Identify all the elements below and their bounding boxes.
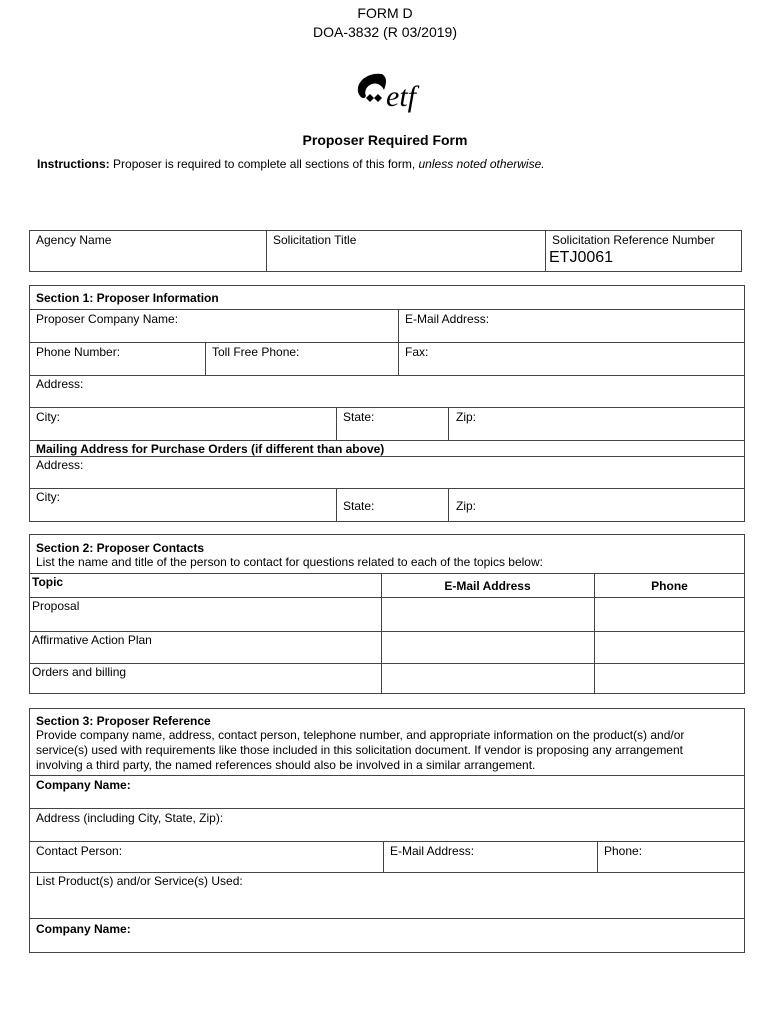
section1-heading: Section 1: Proposer Information [36,291,219,305]
col-phone-header: Phone [651,579,688,593]
instructions-italic: unless noted otherwise. [418,157,545,171]
solicitation-title-label: Solicitation Title [273,233,357,247]
address-label: Address: [36,377,84,391]
agency-name-label: Agency Name [36,233,112,247]
ref-products-label: List Product(s) and/or Service(s) Used: [36,874,243,888]
ref-address-label: Address (including City, State, Zip): [36,811,224,825]
toll-free-phone-label: Toll Free Phone: [212,345,300,359]
city-label: City: [36,410,60,424]
etf-logo [352,68,428,114]
email-address-label: E-Mail Address: [405,312,490,326]
solicitation-ref-value: ETJ0061 [549,249,614,266]
ref-contact-person-label: Contact Person: [36,844,123,858]
ref-company-name-label: Company Name: [36,778,131,792]
ref-company-name-2-label: Company Name: [36,922,131,936]
phone-number-label: Phone Number: [36,345,121,359]
zip-label: Zip: [456,410,477,424]
form-id: FORM D [357,5,413,21]
col-email-header: E-Mail Address [444,579,531,593]
section3-heading: Section 3: Proposer Reference [36,714,211,728]
topic-row-orders-billing: Orders and billing [32,665,127,679]
section3-description: Provide company name, address, contact person, telephone number, and appropriate information on the product(s) and/or service(s) used with requirements like those included in this solicitation document. If vendor is proposing any arrangement involving a third party, the named references should also be involved in a similar arrangement. [36,728,685,772]
mailing-address-label: Address: [36,458,84,472]
mailing-state-label: State: [343,499,375,513]
mailing-heading: Mailing Address for Purchase Orders (if different than above) [36,442,385,456]
fax-label: Fax: [405,345,429,359]
section2-description: List the name and title of the person to contact for questions related to each of the topics below: [36,555,543,569]
instructions [37,157,545,171]
instructions-label: Instructions: [37,157,110,171]
proposer-company-name-label: Proposer Company Name: [36,312,179,326]
solicitation-ref-label: Solicitation Reference Number [552,233,715,247]
ref-email-label: E-Mail Address: [390,844,475,858]
ref-phone-label: Phone: [604,844,643,858]
mailing-zip-label: Zip: [456,499,477,513]
logo-text: etf [386,80,416,113]
form-code: DOA-3832 (R 03/2019) [313,24,457,40]
instructions-text: Proposer is required to complete all sections of this form, [113,157,416,171]
mailing-city-label: City: [36,490,60,504]
topic-row-affirmative-action: Affirmative Action Plan [32,633,152,647]
col-topic-header: Topic [32,575,64,589]
section2-heading: Section 2: Proposer Contacts [36,541,205,555]
state-label: State: [343,410,375,424]
page-title: Proposer Required Form [302,132,468,148]
topic-row-proposal: Proposal [32,599,80,613]
